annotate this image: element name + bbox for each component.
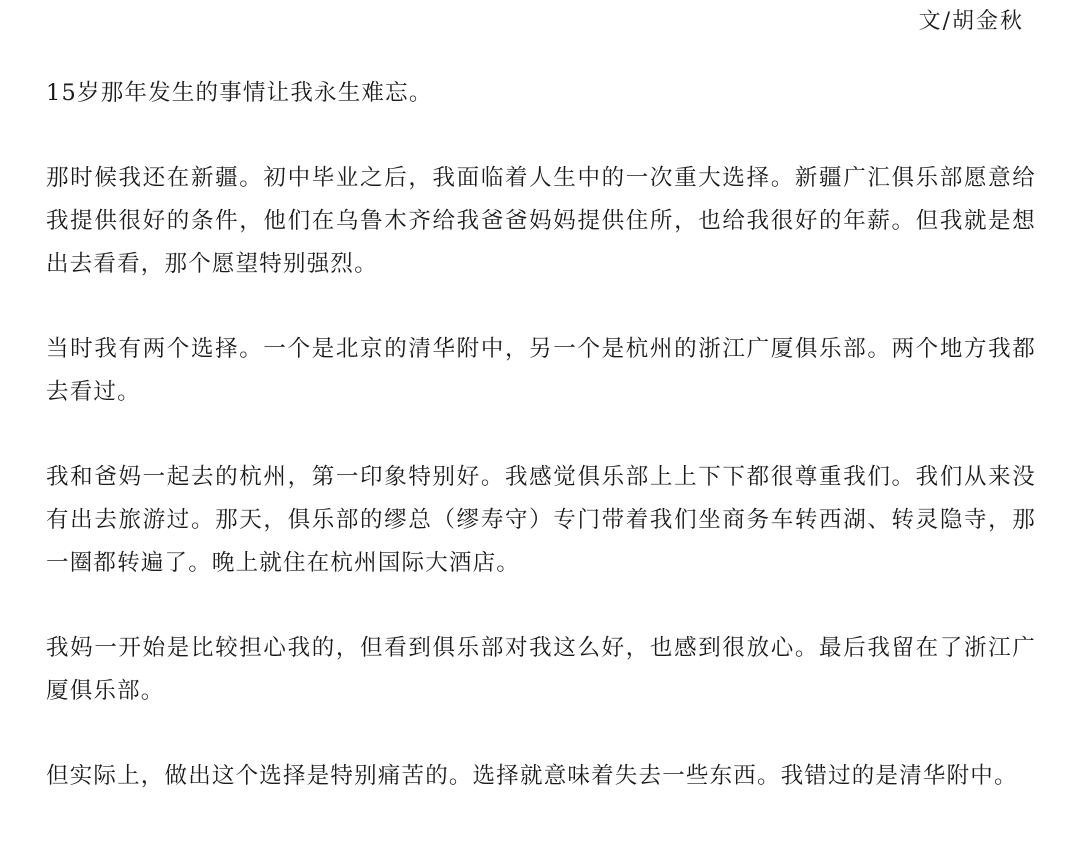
paragraph: 当时我有两个选择。一个是北京的清华附中，另一个是杭州的浙江广厦俱乐部。两个地方我都去看过。: [46, 336, 1036, 405]
paragraph: 那时候我还在新疆。初中毕业之后，我面临着人生中的一次重大选择。新疆广汇俱乐部愿意给我提供很好的条件，他们在乌鲁木齐给我爸爸妈妈提供住所，也给我很好的年薪。但我就是想出去看看，那个愿望特别强烈。: [46, 165, 1036, 277]
paragraph: 15岁那年发生的事情让我永生难忘。: [46, 80, 433, 106]
paragraph: 我和爸妈一起去的杭州，第一印象特别好。我感觉俱乐部上上下下都很尊重我们。我们从来没有出去旅游过。那天，俱乐部的缪总（缪寿守）专门带着我们坐商务车转西湖、转灵隐寺，那一圈都转遍了。晚上就住在杭州国际大酒店。: [46, 464, 1036, 576]
paragraph: 我妈一开始是比较担心我的，但看到俱乐部对我这么好，也感到很放心。最后我留在了浙江广厦俱乐部。: [46, 635, 1036, 704]
author-byline: 文/胡金秋: [918, 9, 1024, 34]
paragraph: 但实际上，做出这个选择是特别痛苦的。选择就意味着失去一些东西。我错过的是清华附中。: [46, 763, 1018, 789]
article-body: [46, 72, 1036, 840]
